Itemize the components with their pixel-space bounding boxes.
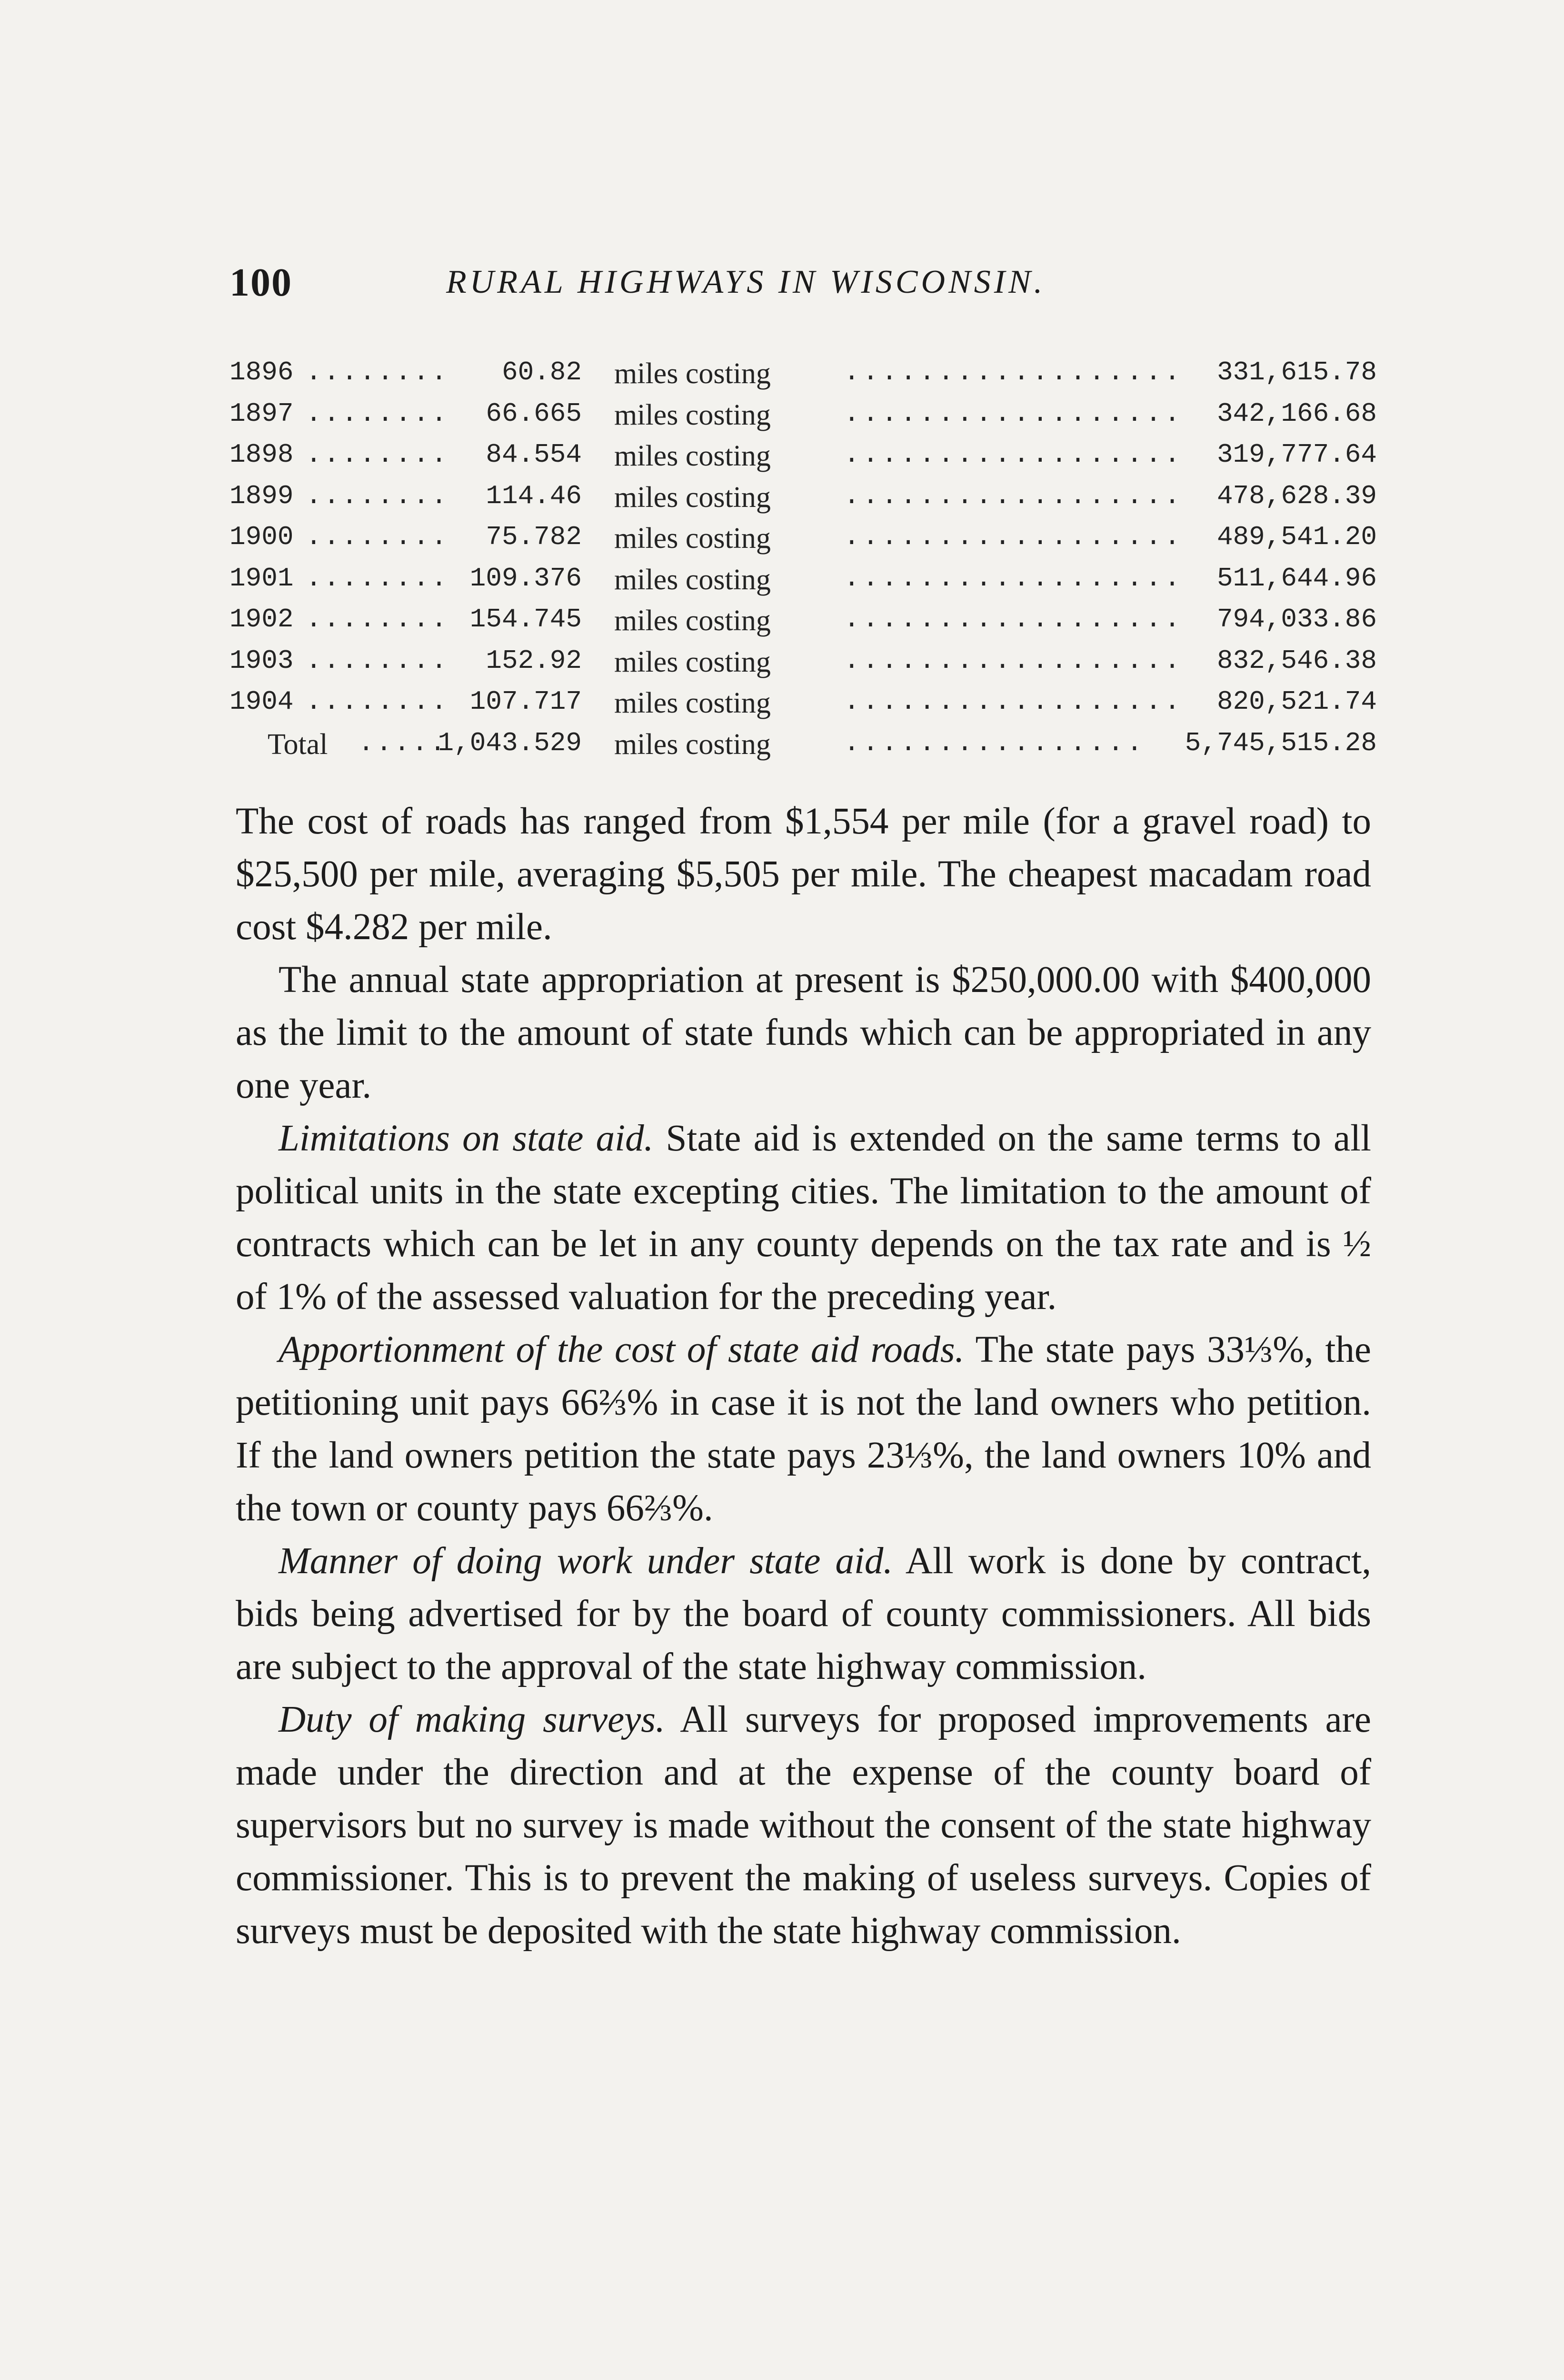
total-unit-cell: miles costing <box>614 728 771 761</box>
miles-cell: 75.782 <box>486 522 582 552</box>
body-text <box>236 795 1371 1957</box>
table-row: 1896 ........ 60.82 miles costing .................. 331,615.78 <box>229 357 1377 390</box>
paragraph-surveys <box>236 1693 1371 1957</box>
unit-cell: miles costing <box>614 687 771 719</box>
miles-cell: 66.665 <box>486 398 582 429</box>
year-cell: 1898 <box>229 439 294 470</box>
miles-cell: 152.92 <box>486 645 582 676</box>
total-amount-cell: 5,745,515.28 <box>1185 727 1377 758</box>
paragraph-appropriation: The annual state appropriation at present is $250,000.00 with $400,000 as the limit to the amount of state funds which can be appropriated in any one year. <box>236 959 1371 1106</box>
year-cell: 1896 <box>229 357 294 387</box>
year-cell: 1899 <box>229 480 294 511</box>
unit-cell: miles costing <box>614 563 771 596</box>
amount-cell: 794,033.86 <box>1216 604 1377 635</box>
unit-cell: miles costing <box>614 645 771 678</box>
year-cell: 1902 <box>229 604 294 635</box>
paragraph-manner-of-work <box>236 1535 1371 1693</box>
amount-cell: 342,166.68 <box>1216 398 1377 429</box>
miles-cell: 107.717 <box>469 686 582 717</box>
unit-cell: miles costing <box>614 398 771 431</box>
limitations-text: State aid is extended on the same terms to all political units in the state excepting cities. The limitation to the amount of contracts which can be let in any county depends on the tax rate and is ½ of 1% of the assessed valuation for the preceding year. <box>236 1118 1371 1318</box>
limitations-heading: Limitations on state aid. <box>279 1118 654 1159</box>
year-cell: 1900 <box>229 522 294 552</box>
table-row: 1900 ........ 75.782 miles costing .................. 489,541.20 <box>229 522 1377 555</box>
surveys-heading: Duty of making surveys. <box>279 1699 665 1740</box>
table-row: 1897 ........ 66.665 miles costing .................. 342,166.68 <box>229 398 1377 431</box>
unit-cell: miles costing <box>614 605 771 637</box>
paragraph-cost-range: The cost of roads has ranged from $1,554 per mile (for a gravel road) to $25,500 per mile, averaging $5,505 per mile. The cheapest macadam road cost $4.282 per mile. <box>236 801 1371 948</box>
running-title: RURAL HIGHWAYS IN WISCONSIN. <box>446 264 1046 300</box>
table-row: 1899 ........ 114.46 miles costing .................. 478,628.39 <box>229 480 1377 514</box>
page-number: 100 <box>229 260 292 305</box>
miles-cell: 84.554 <box>486 439 582 470</box>
unit-cell: miles costing <box>614 522 771 555</box>
table-row: 1904 ........ 107.717 miles costing .................. 820,521.74 <box>229 686 1377 719</box>
miles-cell: 109.376 <box>469 563 582 594</box>
amount-cell: 478,628.39 <box>1216 480 1377 511</box>
unit-cell: miles costing <box>614 481 771 514</box>
amount-cell: 319,777.64 <box>1216 439 1377 470</box>
miles-cell: 154.745 <box>469 604 582 635</box>
year-cell: 1904 <box>229 686 294 717</box>
table-row: 1901 ........ 109.376 miles costing .................. 511,644.96 <box>229 563 1377 596</box>
table-row: 1902 ........ 154.745 miles costing .................. 794,033.86 <box>229 604 1377 637</box>
year-cell: 1903 <box>229 645 294 676</box>
year-cell: 1901 <box>229 563 294 594</box>
total-label: Total <box>268 728 328 761</box>
amount-cell: 832,546.38 <box>1216 645 1377 676</box>
paragraph-limitations <box>236 1112 1371 1323</box>
surveys-text: All surveys for proposed improvements are made under the direction and at the expense of the county board of supervisors but no survey is made without the consent of the state highway commissioner. This is to prevent the making of useless surveys. Copies of surveys must be deposited with the state highway commission. <box>236 1699 1371 1952</box>
manner-text: All work is done by contract, bids being advertised for by the board of county commissioners. All bids are subject to the approval of the state highway commission. <box>236 1540 1371 1687</box>
paragraph-apportionment <box>236 1323 1371 1535</box>
miles-cell: 114.46 <box>486 480 582 511</box>
amount-cell: 489,541.20 <box>1216 522 1377 552</box>
apportionment-text: The state pays 33⅓%, the petitioning unit pays 66⅔% in case it is not the land owners who petition. If the land owners petition the state pays 23⅓%, the land owners 10% and the town or county pays 66⅔%. <box>236 1329 1371 1529</box>
amount-cell: 820,521.74 <box>1216 686 1377 717</box>
total-miles-cell: 1,043.529 <box>438 727 582 758</box>
miles-cell: 60.82 <box>501 357 582 387</box>
unit-cell: miles costing <box>614 440 771 472</box>
manner-heading: Manner of doing work under state aid. <box>279 1540 893 1582</box>
table-row: 1898 ........ 84.554 miles costing .................. 319,777.64 <box>229 439 1377 472</box>
table-total-row: Total ..... 1,043.529 miles costing ................ 5,745,515.28 <box>268 727 1377 761</box>
amount-cell: 511,644.96 <box>1216 563 1377 594</box>
amount-cell: 331,615.78 <box>1216 357 1377 387</box>
table-row: 1903 ........ 152.92 miles costing .................. 832,546.38 <box>229 645 1377 678</box>
unit-cell: miles costing <box>614 357 771 390</box>
year-cell: 1897 <box>229 398 294 429</box>
mileage-cost-table <box>229 357 1377 769</box>
page-header <box>229 259 1372 326</box>
apportionment-heading: Apportionment of the cost of state aid roads. <box>279 1329 965 1370</box>
